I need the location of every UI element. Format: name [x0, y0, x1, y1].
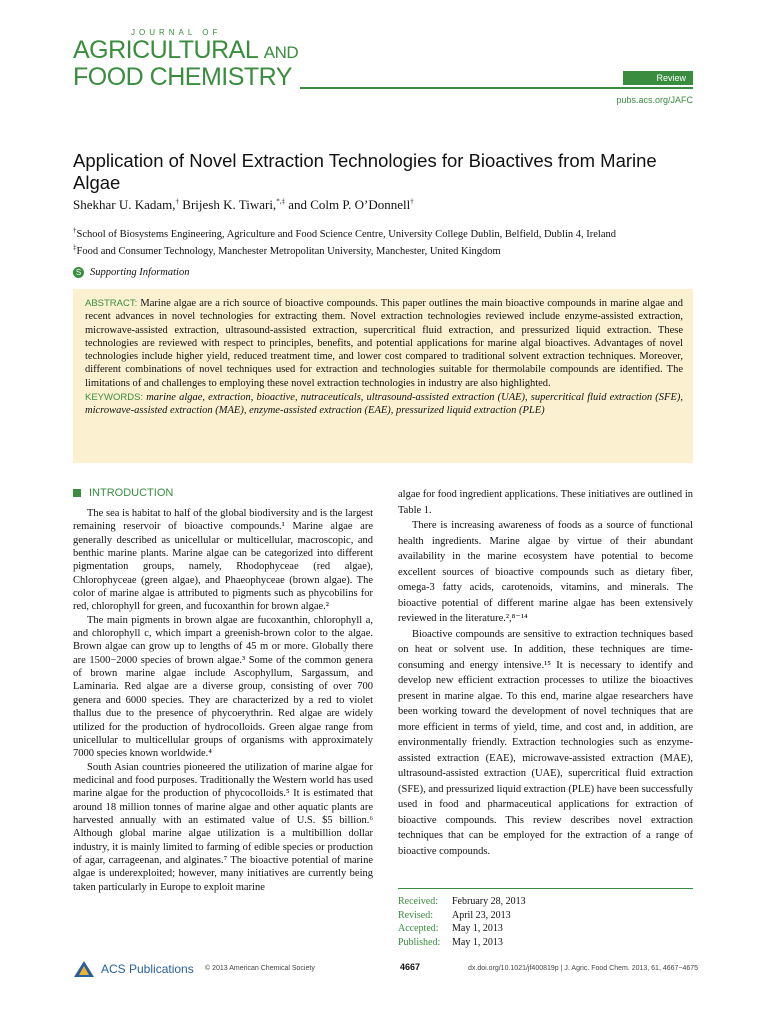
supporting-info-link[interactable]: [73, 267, 189, 278]
abstract: [85, 297, 683, 390]
history-label: Accepted:: [398, 923, 439, 935]
body-column-left: [73, 507, 373, 894]
affiliation: [73, 245, 501, 258]
author-list: [73, 197, 414, 213]
author-name: Shekhar U. Kadam,: [73, 197, 176, 212]
paragraph: algae for food ingredient applications. These initiatives are outlined in Table 1.: [398, 489, 693, 516]
section-heading-text: INTRODUCTION: [89, 487, 174, 499]
paragraph: South Asian countries pioneered the utilization of marine algae for medicinal and food purposes. Traditionally the Western world has used marine algae for the production of phycocolloids.⁵ It is estimated that around 18 million tonnes of marine algae and other aquatic plants are harvested annually with an estimated value of U.S. $5 billion.⁶ Although global marine algae utilization is a multibillion dollar industry, it is mainly limited to farming of edible species or production of agar, carrageenan, and alginates.⁷ The bioactive potential of marine algae is underexploited; however, many initiatives are currently being taken particularly in Europe to exploit marine: [73, 761, 373, 893]
abstract-text: Marine algae are a rich source of bioactive compounds. This paper outlines the main bioactive compounds in marine algae and recent advances in novel technologies for extracting them. Novel extraction technologies reviewed include enzyme-assisted extraction, microwave-assisted extraction, ultrasound-assisted extraction, supercritical fluid extraction, and pressurized liquid extraction. These technologies are reviewed with respect to principles, benefits, and potential applications for marine algal bioactives. Advantages of novel technologies include higher yield, reduced treatment time, and lower cost compared to traditional solvent extraction techniques. Moreover, different combinations of novel techniques used for extraction and technologies suitable for thermolabile compounds are identified. The limitations of and challenges to employing these novel extraction technologies in industry are also highlighted.: [85, 298, 683, 389]
journal-line1: AGRICULTURAL: [73, 36, 258, 64]
history-label: Published:: [398, 937, 441, 949]
doi-citation[interactable]: dx.doi.org/10.1021/jf400819p | J. Agric. Food Chem. 2013, 61, 4667−4675: [468, 965, 699, 972]
author-name: and Colm P. O’Donnell: [284, 197, 411, 212]
affiliation-text: Food and Consumer Technology, Manchester Metropolitan University, Manchester, United Kingdom: [76, 246, 501, 257]
history-date: May 1, 2013: [452, 923, 503, 935]
copyright: © 2013 American Chemical Society: [205, 965, 315, 972]
keywords-label: KEYWORDS:: [85, 392, 144, 404]
supporting-info-label: Supporting Information: [90, 267, 190, 278]
paragraph: The main pigments in brown algae are fucoxanthin, chlorophyll a, and chlorophyll c, which impart a greenish-brown color to the algae. Brown algae can grow up to lengths of 45 m or more. Globally there are 1500−2000 species of brown algae.³ Some of the common genera of brown marine algae include Ascophyllum, Sargassum, and Laminaria. Red algae are a diverse group, consisting of over 700 genera and 6000 species. They are characterized by a red to violet thallus due to the presence of phycoerythrin. Red algae are widely utilized for the production of hydrocolloids. Green algae range from unicellular to multicellular groups of organisms with approximately 7000 species known worldwide.⁴: [73, 614, 373, 760]
abstract-box: [73, 289, 693, 463]
author-mark: †: [175, 197, 180, 206]
history-row: [398, 936, 526, 950]
publisher-logo: [73, 960, 194, 978]
journal-line2: FOOD CHEMISTRY: [73, 63, 292, 91]
affiliation-text: School of Biosystems Engineering, Agriculture and Food Science Centre, University College Dublin, Belfield, Dublin 4, Ireland: [76, 229, 616, 240]
paragraph: The sea is habitat to half of the global biodiversity and is the largest remaining reservoir of bioactive compounds.¹ Marine algae are generally described as unicellular or multicellular, macroscopic, and benthic marine plants. Marine algae can be categorized into different pigmentation groups, namely, Rhodophyceae (red algae), Chlorophyceae (green algae), and Phaeophyceae (brown algae). The color of marine algae is attributed to pigments such as phycobilins for red, chlorophyll for green, and fucoxanthin for brown algae.²: [73, 508, 373, 613]
body-column-right: [398, 487, 693, 859]
article-type-badge: Review: [623, 71, 693, 85]
history-date: February 28, 2013: [452, 896, 526, 907]
section-heading: [73, 487, 173, 499]
author-mark: †: [410, 197, 414, 206]
history-label: Revised:: [398, 909, 433, 921]
history-date: May 1, 2013: [452, 937, 503, 949]
author-name: Brijesh K. Tiwari,: [179, 197, 277, 212]
article-history: [398, 895, 526, 950]
abstract-label: ABSTRACT:: [85, 298, 138, 309]
article-title: Application of Novel Extraction Technologies for Bioactives from Marine Algae: [73, 150, 657, 193]
journal-logo: [73, 38, 298, 90]
history-label: Received:: [398, 896, 438, 907]
page-number: 4667: [400, 962, 421, 972]
acs-logo-icon: [73, 960, 95, 978]
publisher-name: ACS Publications: [101, 962, 194, 976]
history-row: [398, 895, 526, 909]
affiliation-mark: ‡: [73, 243, 77, 252]
paragraph: There is increasing awareness of foods as a source of functional health ingredients. Marine algae by virtue of their abundant availability in the marine ecosystem have potential to become excellent sources of bioactive compounds such as dietary fiber, omega-3 fatty acids, carotenoids, vitamins, and minerals. The bioactive potential of different marine algae has been extensively reviewed in the literature.²,⁸⁻¹⁴: [398, 520, 693, 624]
history-date: April 23, 2013: [452, 909, 511, 921]
affiliation-mark: †: [73, 226, 77, 235]
affiliation: [73, 228, 616, 241]
keywords-text: marine algae, extraction, bioactive, nutraceuticals, ultrasound-assisted extraction (UAE), supercritical fluid extraction (SFE), microwave-assisted extraction (MAE), enzyme-assisted extraction (EAE), pressurized liquid extraction (PLE): [85, 392, 683, 417]
section-bullet-icon: [73, 489, 81, 497]
history-rule: [398, 888, 693, 889]
history-row: [398, 922, 526, 936]
history-row: [398, 909, 526, 923]
paragraph: Bioactive compounds are sensitive to extraction techniques based on heat or solvent use. In addition, these techniques are time-consuming and energy intensive.¹⁵ It is necessary to identify and develop new efficient extraction processes to utilize the bioactives present in marine algae. To this end, marine algae researchers have been working toward the development of novel techniques that are more efficient in terms of yield, time, and cost and, in addition, are environmentally friendly. Extraction technologies such as enzyme-assisted extraction (EAE), microwave-assisted extraction (MAE), ultrasound-assisted extraction (UAE), supercritical fluid extraction (SFE), and pressurized liquid extraction (PLE) have been successfully used in food and pharmaceutical applications for extraction of bioactive compounds. This review describes novel extraction techniques that can be employed for the extraction of a range of bioactive compounds.: [398, 628, 693, 857]
journal-url[interactable]: pubs.acs.org/JAFC: [616, 95, 693, 105]
supporting-info-icon: S: [73, 267, 84, 278]
journal-small-title: JOURNAL OF: [131, 28, 222, 37]
keywords: [85, 391, 683, 418]
author-mark: *,‡: [276, 197, 285, 206]
header-rule: [300, 87, 693, 89]
journal-and: AND: [263, 43, 299, 62]
